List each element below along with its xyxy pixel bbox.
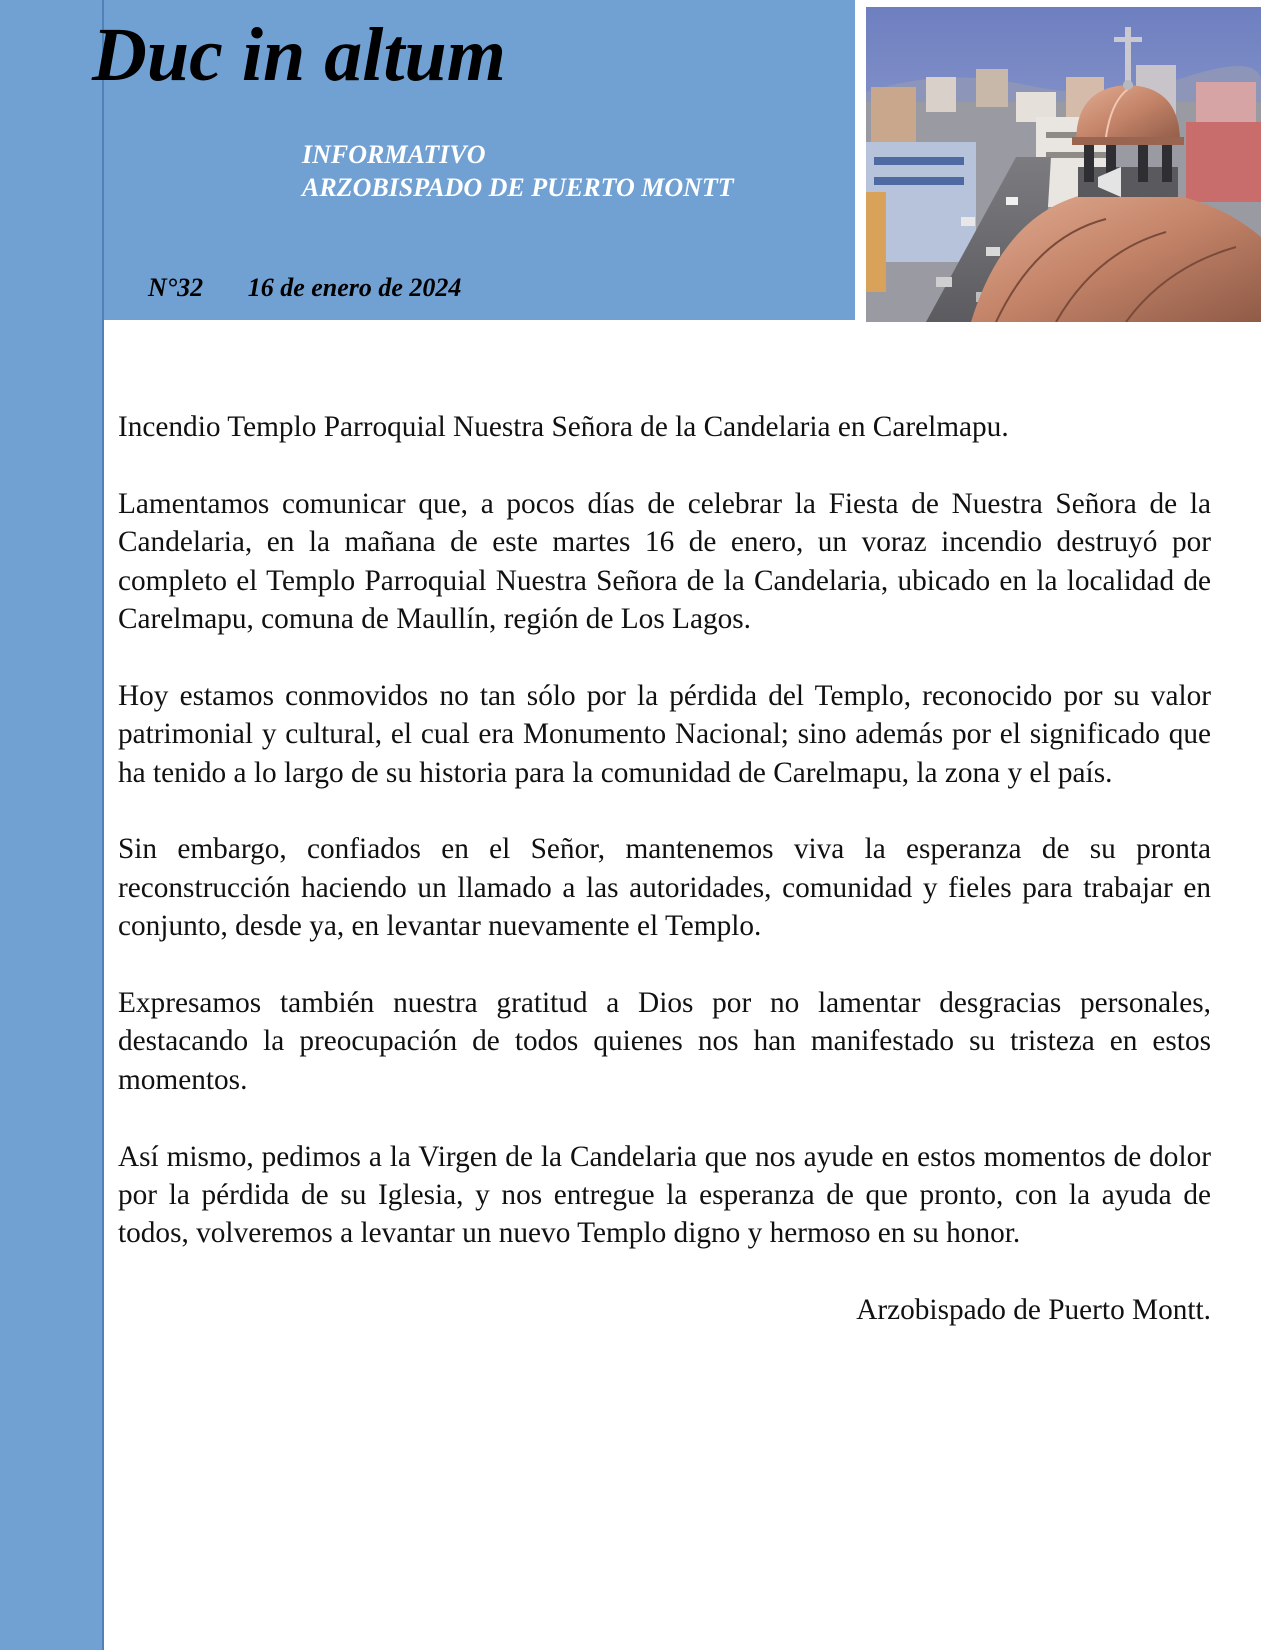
article-paragraph: Hoy estamos conmovidos no tan sólo por la pérdida del Templo, reconocido por su valor patrimonial y cultural, el cual era Monumento Nacional; sino además por el significado que ha tenido a lo largo de su historia para la comunidad de Carelmapu, la zona y el país. (118, 679, 1211, 789)
article-paragraph: Sin embargo, confiados en el Señor, mantenemos viva la esperanza de su pronta reconstrucción haciendo un llamado a las autoridades, comunidad y fieles para trabajar en conjunto, desde ya, en levantar nuevamente el Templo. (118, 833, 1211, 943)
article-paragraph: Expresamos también nuestra gratitud a Dios por no lamentar desgracias personales, destacando la preocupación de todos quienes nos han manifestado su tristeza en estos momentos. (118, 987, 1211, 1096)
article-paragraph: Así mismo, pedimos a la Virgen de la Candelaria que nos ayude en estos momentos de dolor por la pérdida de su Iglesia, y nos entregue la esperanza de que pronto, con la ayuda de todos, volveremos a levantar un nuevo Templo digno y hermoso en su honor. (118, 1140, 1211, 1250)
article (118, 408, 1211, 1330)
church-dome-city-photo (866, 7, 1261, 322)
article-signature: Arzobispado de Puerto Montt. (856, 1294, 1211, 1327)
masthead-subtitle (302, 138, 734, 204)
issue-date: 16 de enero de 2024 (247, 273, 462, 302)
subtitle-line-informativo: INFORMATIVO (302, 140, 486, 169)
issue-info (148, 272, 461, 304)
subtitle-line-arzobispado: ARZOBISPADO DE PUERTO MONTT (302, 173, 734, 202)
issue-number: N°32 (148, 273, 204, 302)
photo-illustration (866, 7, 1261, 322)
masthead-title: Duc in altum (92, 13, 506, 97)
side-band (0, 0, 104, 1650)
article-paragraph: Lamentamos comunicar que, a pocos días de celebrar la Fiesta de Nuestra Señora de la Candelaria, en la mañana de este martes 16 de enero, un voraz incendio destruyó por completo el Templo Parroquial Nuestra Señora de la Candelaria, ubicado en la localidad de Carelmapu, comuna de Maullín, región de Los Lagos. (118, 487, 1211, 636)
article-headline: Incendio Templo Parroquial Nuestra Señora de la Candelaria en Carelmapu. (118, 411, 1009, 443)
